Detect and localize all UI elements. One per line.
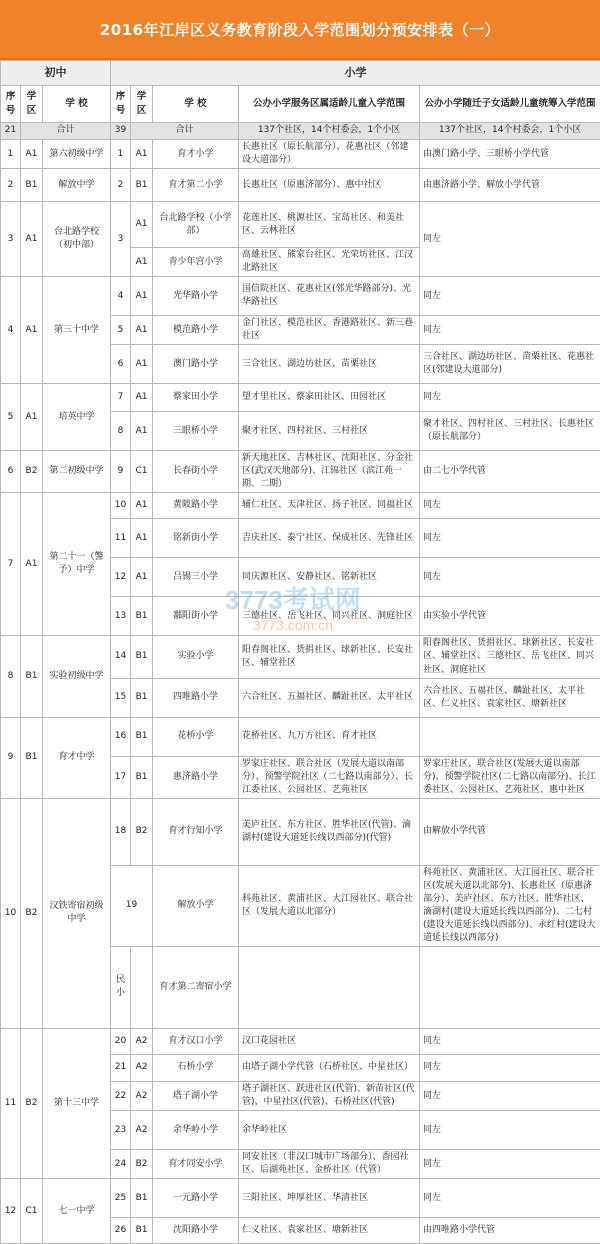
mid-school-no: 9	[1, 717, 21, 798]
pri-school-name: 塔子湖小学	[153, 1081, 239, 1110]
pri-school-no: 25	[111, 1179, 131, 1218]
mid-school-district: B2	[21, 798, 43, 1028]
total-pri-label: 合计	[131, 123, 239, 140]
pri-school-name: 澳门路小学	[153, 345, 239, 384]
pri-school-scope: 高雄社区、熊家台社区、光荣坊社区、江汉北路社区	[239, 248, 420, 277]
pri-school-no: 14	[111, 636, 131, 678]
pri-school-district: C1	[131, 451, 153, 493]
pri-school-district: B1	[131, 169, 153, 202]
pri-school-name: 长春街小学	[153, 451, 239, 493]
pri-school-district: A2	[131, 1028, 153, 1054]
pri-school-district: B1	[131, 1218, 153, 1244]
total-scope: 137个社区，14个村委会，1个小区	[239, 123, 420, 140]
enrollment-table	[0, 60, 600, 1244]
pri-school-scope: 汉口花园社区	[239, 1028, 420, 1054]
pri-school-no: 1	[111, 140, 131, 169]
pri-school-district: A1	[131, 384, 153, 412]
group-header-middle: 初中	[1, 61, 111, 86]
mid-school-name: 台北路学校（初中部）	[43, 202, 111, 277]
pri-school-scope: 吉庆社区、泰宁社区、保成社区、先锋社区	[239, 519, 420, 558]
mid-school-name: 实验初级中学	[43, 636, 111, 717]
pri-school-no: 18	[111, 798, 131, 865]
mid-school-name: 汉铁寄宿初级中学	[43, 798, 111, 1028]
pri-school-scope: 国信院社区、花惠社区(邻光华路部分)、光华路社区	[239, 277, 420, 316]
pri-school-scope2: 由解放小学代管	[420, 798, 600, 865]
pri-school-scope: 科苑社区、黄浦社区、大江园社区、联合社区（发展大道以北部分）	[239, 865, 420, 946]
pri-school-scope: 余华岭社区	[239, 1111, 420, 1150]
pri-school-no: 10	[111, 493, 131, 519]
pri-school-district: A1	[131, 277, 153, 316]
mid-school-district: B1	[21, 636, 43, 717]
mid-school-no: 12	[1, 1179, 21, 1244]
pri-school-scope2: 阳春阁社区、货捐社区、球新社区、长安社区、辅堂社区、三德社区、岳飞社区、同兴社区、洞庭社区	[420, 636, 600, 678]
pri-school-name: 台北路学校（小学部）	[153, 202, 239, 248]
pri-school-scope: 美庐社区、东方社区、胜华社区(代管)、滴湖村(建设大道延长线以西部分)(代管)	[239, 798, 420, 865]
mid-school-name: 七一中学	[43, 1179, 111, 1244]
pri-school-name: 育才汉口小学	[153, 1028, 239, 1054]
mid-school-district: C1	[21, 1179, 43, 1244]
pri-school-scope: 望才里社区、蔡家田社区、田园社区	[239, 384, 420, 412]
pri-school-scope2: 由四唯路小学代管	[420, 1218, 600, 1244]
pri-school-district: A1	[131, 345, 153, 384]
pri-school-scope2: 同左	[420, 316, 600, 345]
pri-school-name: 育才同安小学	[153, 1150, 239, 1179]
pri-school-scope2: 同左	[420, 558, 600, 597]
pri-school-scope2: 同左	[420, 519, 600, 558]
mid-school-no: 10	[1, 798, 21, 1028]
col-header-pri-no: 序号	[111, 86, 131, 123]
pri-school-district: B2	[131, 1150, 153, 1179]
pri-school-district: A1	[131, 519, 153, 558]
pri-school-name: 育才行知小学	[153, 798, 239, 865]
pri-school-name: 惠济路小学	[153, 756, 239, 798]
pri-school-name: 光华路小学	[153, 277, 239, 316]
pri-school-scope2: 同左	[420, 1150, 600, 1179]
pri-school-name: 育才小学	[153, 140, 239, 169]
pri-school-district: A2	[131, 1111, 153, 1150]
mid-school-no: 3	[1, 202, 21, 277]
mid-school-district: A1	[21, 384, 43, 451]
mid-school-district: A1	[21, 202, 43, 277]
pri-school-scope: 辅仁社区、天津社区、扬子社区、同福社区	[239, 493, 420, 519]
col-header-scope2: 公办小学随迁子女适龄儿童统筹入学范围	[420, 86, 600, 123]
table-row	[1, 1028, 600, 1054]
pri-school-scope: 金门社区、模范社区、香港路社区、新三巷社区	[239, 316, 420, 345]
pri-school-scope2: 同左	[420, 1111, 600, 1150]
watermark-brand: 3773考试网	[225, 580, 361, 617]
pri-school-district	[131, 946, 153, 1028]
pri-school-scope2: 由二七小学代管	[420, 451, 600, 493]
pri-school-district: B2	[131, 798, 153, 865]
pri-school-scope2	[420, 946, 600, 1028]
pri-school-name: 实验小学	[153, 636, 239, 678]
pri-school-name: 沈阳路小学	[153, 1218, 239, 1244]
pri-school-no: 15	[111, 678, 131, 717]
pri-school-no: 5	[111, 316, 131, 345]
pri-school-no: 16	[111, 717, 131, 756]
pri-school-name: 石桥小学	[153, 1054, 239, 1081]
pri-school-no: 26	[111, 1218, 131, 1244]
col-header-scope: 公办小学服务区属适龄儿童入学范围	[239, 86, 420, 123]
pri-school-scope2: 同左	[420, 1081, 600, 1110]
pri-school-district: A1	[131, 493, 153, 519]
pri-school-district: B1	[131, 717, 153, 756]
mid-school-district: A1	[21, 277, 43, 384]
mid-school-district: B2	[21, 451, 43, 493]
pri-school-name: 育才第二寄宿小学	[153, 946, 239, 1028]
pri-school-scope2: 罗家庄社区、联合社区(发展大道以南部分)、预警学院社区(二七路以南部分)、长江委社区、公园社区、艺苑社区、惠中社区	[420, 756, 600, 798]
mid-school-no: 8	[1, 636, 21, 717]
pri-school-scope2: 同左	[420, 1054, 600, 1081]
table-row	[1, 202, 600, 248]
mid-school-district: A1	[21, 493, 43, 636]
mid-school-name: 培英中学	[43, 384, 111, 451]
mid-school-no: 4	[1, 277, 21, 384]
pri-school-scope: 长惠社区（原长航部分）、花惠社区（邻建设大道部分）	[239, 140, 420, 169]
pri-school-scope: 同庆源社区、安静社区、铭新社区	[239, 558, 420, 597]
pri-school-name: 鄱阳街小学	[153, 597, 239, 636]
pri-school-scope: 长惠社区（原惠济部分）、惠中社区	[239, 169, 420, 202]
pri-school-district: A2	[131, 1054, 153, 1081]
mid-school-no: 6	[1, 451, 21, 493]
col-header-pri-school: 学 校	[153, 86, 239, 123]
pri-school-scope: 塔子湖社区、跃进社区(代管)、新苗社区(代管)、中星社区(代管)、石桥社区(代管)	[239, 1081, 420, 1110]
pri-school-no: 17	[111, 756, 131, 798]
pri-school-name: 三眼桥小学	[153, 412, 239, 451]
pri-school-name: 解放小学	[153, 865, 239, 946]
pri-school-name: 花桥小学	[153, 717, 239, 756]
table-row	[1, 798, 600, 865]
pri-school-scope: 同安社区（非汉口城市广场部分）、香园社区、后湖苑社区、金桥社区（代管）	[239, 1150, 420, 1179]
pri-school-scope2: 同左	[420, 277, 600, 316]
pri-school-name: 蔡家田小学	[153, 384, 239, 412]
pri-school-scope: 阳春阁社区、货捐社区、球新社区、长安社区、辅堂社区	[239, 636, 420, 678]
pri-school-scope: 三阳社区、坤厚社区、华清社区	[239, 1179, 420, 1218]
pri-school-scope: 花桥社区、九万方社区、育才社区	[239, 717, 420, 756]
pri-school-no: 19	[111, 865, 153, 946]
pri-school-no: 4	[111, 277, 131, 316]
pri-school-scope: 罗家庄社区、联合社区（发展大道以南部分）、预警学院社区（二七路以南部分）、长江委社区、公园社区、艺苑社区	[239, 756, 420, 798]
pri-school-no: 9	[111, 451, 131, 493]
pri-school-name: 吕锡三小学	[153, 558, 239, 597]
pri-school-no: 7	[111, 384, 131, 412]
pri-school-name: 四唯路小学	[153, 678, 239, 717]
pri-school-name: 余华岭小学	[153, 1111, 239, 1150]
pri-school-scope: 六合社区、五福社区、麟趾社区、太平社区	[239, 678, 420, 717]
col-header-pri-district: 学区	[131, 86, 153, 123]
total-mid-count: 21	[1, 123, 21, 140]
pri-school-no: 13	[111, 597, 131, 636]
page-title: 2016年江岸区义务教育阶段入学范围划分预安排表（一）	[0, 0, 600, 60]
pri-school-scope: 花莲社区、桃源社区、宝岛社区、和美社区、云林社区	[239, 202, 420, 248]
pri-school-district: A1	[131, 412, 153, 451]
mid-school-name: 第二十一（警予）中学	[43, 493, 111, 636]
pri-school-scope: 三合社区、湖边坊社区、苗栗社区	[239, 345, 420, 384]
pri-school-name: 一元路小学	[153, 1179, 239, 1218]
pri-school-scope	[239, 946, 420, 1028]
pri-school-scope: 由塔子湖小学代管（石桥社区、中星社区）	[239, 1054, 420, 1081]
col-header-mid-school: 学 校	[43, 86, 111, 123]
pri-school-no: 12	[111, 558, 131, 597]
pri-school-scope2: 由澳门路小学、三眼桥小学代管	[420, 140, 600, 169]
pri-school-scope: 新天地社区、吉林社区、沈阳社区、分金社区(武汉天地部分)、江锦社区（滨江苑一期、二期）	[239, 451, 420, 493]
pri-school-scope2: 科苑社区、黄浦社区、大江园社区、联合社区(发展大道以北部分)、长惠社区（原惠济部分）、美庐社区、东方社区、胜华社区、滴湖村(建设大道延长线以西部分)、二七村(建设大道延长线以西部分)、永红村(建设大道延长线以西部分)	[420, 865, 600, 946]
pri-school-district: A1	[131, 316, 153, 345]
pri-school-scope2: 聚才社区、四村社区、三村社区、长惠社区（原长航部分）	[420, 412, 600, 451]
pri-school-district: B1	[131, 636, 153, 678]
pri-school-no: 22	[111, 1081, 131, 1110]
pri-school-no: 24	[111, 1150, 131, 1179]
pri-school-name: 育才第二小学	[153, 169, 239, 202]
pri-school-name: 青少年宫小学	[153, 248, 239, 277]
mid-school-no: 5	[1, 384, 21, 451]
mid-school-no: 2	[1, 169, 21, 202]
table-row	[1, 717, 600, 756]
mid-school-name: 第二初级中学	[43, 451, 111, 493]
group-header-primary: 小学	[111, 61, 600, 86]
pri-school-name: 铭新街小学	[153, 519, 239, 558]
total-pri-count: 39	[111, 123, 131, 140]
mid-school-district: B1	[21, 169, 43, 202]
pri-school-scope: 聚才社区、四村社区、三村社区	[239, 412, 420, 451]
mid-school-name: 育才中学	[43, 717, 111, 798]
pri-school-scope2	[420, 717, 600, 756]
mid-school-no: 7	[1, 493, 21, 636]
pri-school-district: A1	[131, 202, 153, 248]
mid-school-no: 1	[1, 140, 21, 169]
mid-school-name: 第十三中学	[43, 1028, 111, 1178]
pri-school-scope: 仁义社区、袁家社区、塘新社区	[239, 1218, 420, 1244]
pri-school-no: 3	[111, 202, 131, 277]
pri-school-scope2: 三合社区、湖边坊社区、苗栗社区、花惠社区(邻建设大道部分)	[420, 345, 600, 384]
pri-school-no: 23	[111, 1111, 131, 1150]
pri-school-scope2: 同左	[420, 493, 600, 519]
pri-school-no: 11	[111, 519, 131, 558]
mid-school-no: 11	[1, 1028, 21, 1178]
pri-school-no: 21	[111, 1054, 131, 1081]
col-header-mid-no: 序号	[1, 86, 21, 123]
pri-school-scope2: 由实验小学代管	[420, 597, 600, 636]
pri-school-no: 20	[111, 1028, 131, 1054]
pri-school-name: 模范路小学	[153, 316, 239, 345]
table-row	[1, 451, 600, 493]
pri-school-district: B1	[131, 678, 153, 717]
pri-school-district: A1	[131, 140, 153, 169]
pri-school-scope2: 同左	[420, 1179, 600, 1218]
mid-school-district: A1	[21, 140, 43, 169]
pri-school-no: 8	[111, 412, 131, 451]
pri-school-scope2: 同左	[420, 384, 600, 412]
watermark-url: 3773.com.cn	[225, 617, 361, 633]
mid-school-district: B2	[21, 1028, 43, 1178]
pri-school-scope2: 同左	[420, 1028, 600, 1054]
pri-school-name: 黄陂路小学	[153, 493, 239, 519]
pri-school-district: A1	[131, 248, 153, 277]
pri-school-district: A2	[131, 1081, 153, 1110]
pri-school-no: 2	[111, 169, 131, 202]
pri-school-no: 民小	[111, 946, 131, 1028]
total-scope2: 137个社区，14个村委会，1个小区	[420, 123, 600, 140]
pri-school-district: B1	[131, 1179, 153, 1218]
table-row	[1, 277, 600, 316]
table-row	[1, 140, 600, 169]
table-row	[1, 636, 600, 678]
col-header-mid-district: 学区	[21, 86, 43, 123]
table-row	[1, 169, 600, 202]
table-row	[1, 384, 600, 412]
pri-school-scope2: 由惠济路小学、解放小学代管	[420, 169, 600, 202]
pri-school-no: 6	[111, 345, 131, 384]
pri-school-district: B1	[131, 756, 153, 798]
pri-school-scope: 三德社区、岳飞社区、同兴社区、洞庭社区	[239, 597, 420, 636]
pri-school-district: A1	[131, 558, 153, 597]
mid-school-name: 第六初级中学	[43, 140, 111, 169]
table-row	[1, 1179, 600, 1218]
pri-school-scope2: 同左	[420, 202, 600, 277]
pri-school-scope2: 六合社区、五福社区、麟趾社区、太平社区、仁义社区、袁家社区、塘新社区	[420, 678, 600, 717]
table-row	[1, 493, 600, 519]
pri-school-district: B1	[131, 597, 153, 636]
mid-school-name: 第三十中学	[43, 277, 111, 384]
total-mid-label: 合计	[21, 123, 111, 140]
mid-school-name: 解放中学	[43, 169, 111, 202]
mid-school-district: B1	[21, 717, 43, 798]
